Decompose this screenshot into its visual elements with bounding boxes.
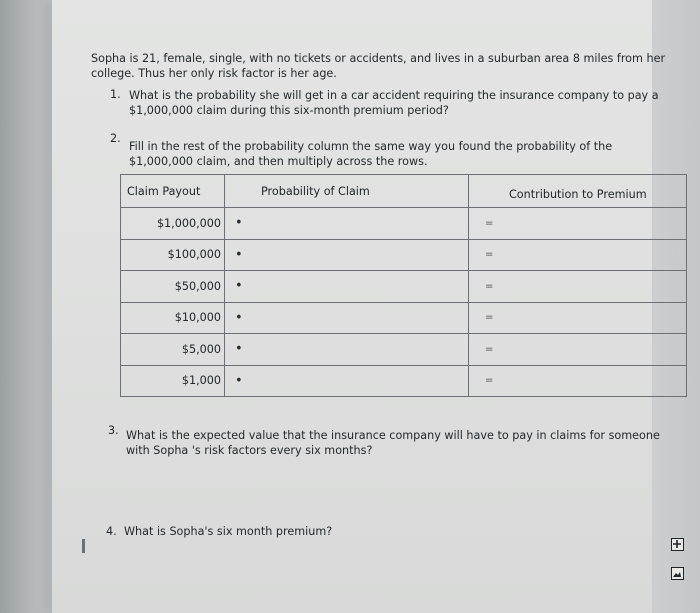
probability-cell[interactable] [225, 365, 469, 397]
image-icon[interactable] [671, 567, 684, 580]
payout-cell: $1,000,000 [121, 208, 225, 240]
question-1-line-2: $1,000,000 claim during this six-month premium period? [129, 104, 449, 117]
table-row [121, 334, 687, 366]
question-1-line-1: What is the probability she will get in a car accident requiring the insurance company to pay a [129, 89, 659, 102]
contribution-cell[interactable]: = [469, 239, 687, 271]
header-contribution: Contribution to Premium [469, 175, 687, 208]
intro-line-2: college. Thus her only risk factor is her age. [91, 67, 337, 80]
bullet-mark: • [235, 247, 243, 263]
question-2-line-2: $1,000,000 claim, and then multiply across the rows. [129, 155, 428, 168]
question-2-line-1: Fill in the rest of the probability column the same way you found the probability of the [129, 140, 613, 153]
table-row [121, 302, 687, 334]
probability-cell[interactable] [225, 302, 469, 334]
probability-cell[interactable] [225, 239, 469, 271]
table-row [121, 365, 687, 397]
probability-cell[interactable] [225, 208, 469, 240]
question-2-number: 2. [110, 132, 121, 145]
header-probability: Probability of Claim [225, 175, 469, 208]
payout-cell: $1,000 [121, 365, 225, 397]
probability-cell[interactable] [225, 271, 469, 303]
question-3-line-2: with Sopha 's risk factors every six months? [126, 444, 373, 457]
bullet-mark: • [235, 310, 243, 326]
contribution-cell[interactable]: = [469, 365, 687, 397]
question-3-number: 3. [108, 424, 119, 437]
contribution-cell[interactable]: = [469, 208, 687, 240]
margin-marker [82, 539, 85, 553]
question-4-number: 4. [106, 525, 117, 538]
bullet-mark: • [235, 373, 243, 389]
payout-cell: $50,000 [121, 271, 225, 303]
bullet-mark: • [235, 341, 243, 357]
claims-table [120, 174, 687, 397]
bullet-mark: • [235, 215, 243, 231]
payout-cell: $100,000 [121, 239, 225, 271]
contribution-cell[interactable]: = [469, 302, 687, 334]
header-claim-payout: Claim Payout [121, 175, 225, 208]
contribution-cell[interactable]: = [469, 271, 687, 303]
plus-box-icon[interactable] [671, 538, 684, 551]
question-1-number: 1. [110, 88, 121, 101]
payout-cell: $10,000 [121, 302, 225, 334]
table-row [121, 208, 687, 240]
bullet-mark: • [235, 278, 243, 294]
table-header-row [121, 175, 687, 208]
table-row [121, 271, 687, 303]
intro-line-1: Sopha is 21, female, single, with no tickets or accidents, and lives in a suburban area 8 miles from her [91, 52, 666, 65]
question-3-line-1: What is the expected value that the insurance company will have to pay in claims for someone [126, 429, 660, 442]
contribution-cell[interactable]: = [469, 334, 687, 366]
table-row [121, 239, 687, 271]
probability-cell[interactable] [225, 334, 469, 366]
question-4-line-1: What is Sopha's six month premium? [124, 525, 333, 538]
payout-cell: $5,000 [121, 334, 225, 366]
